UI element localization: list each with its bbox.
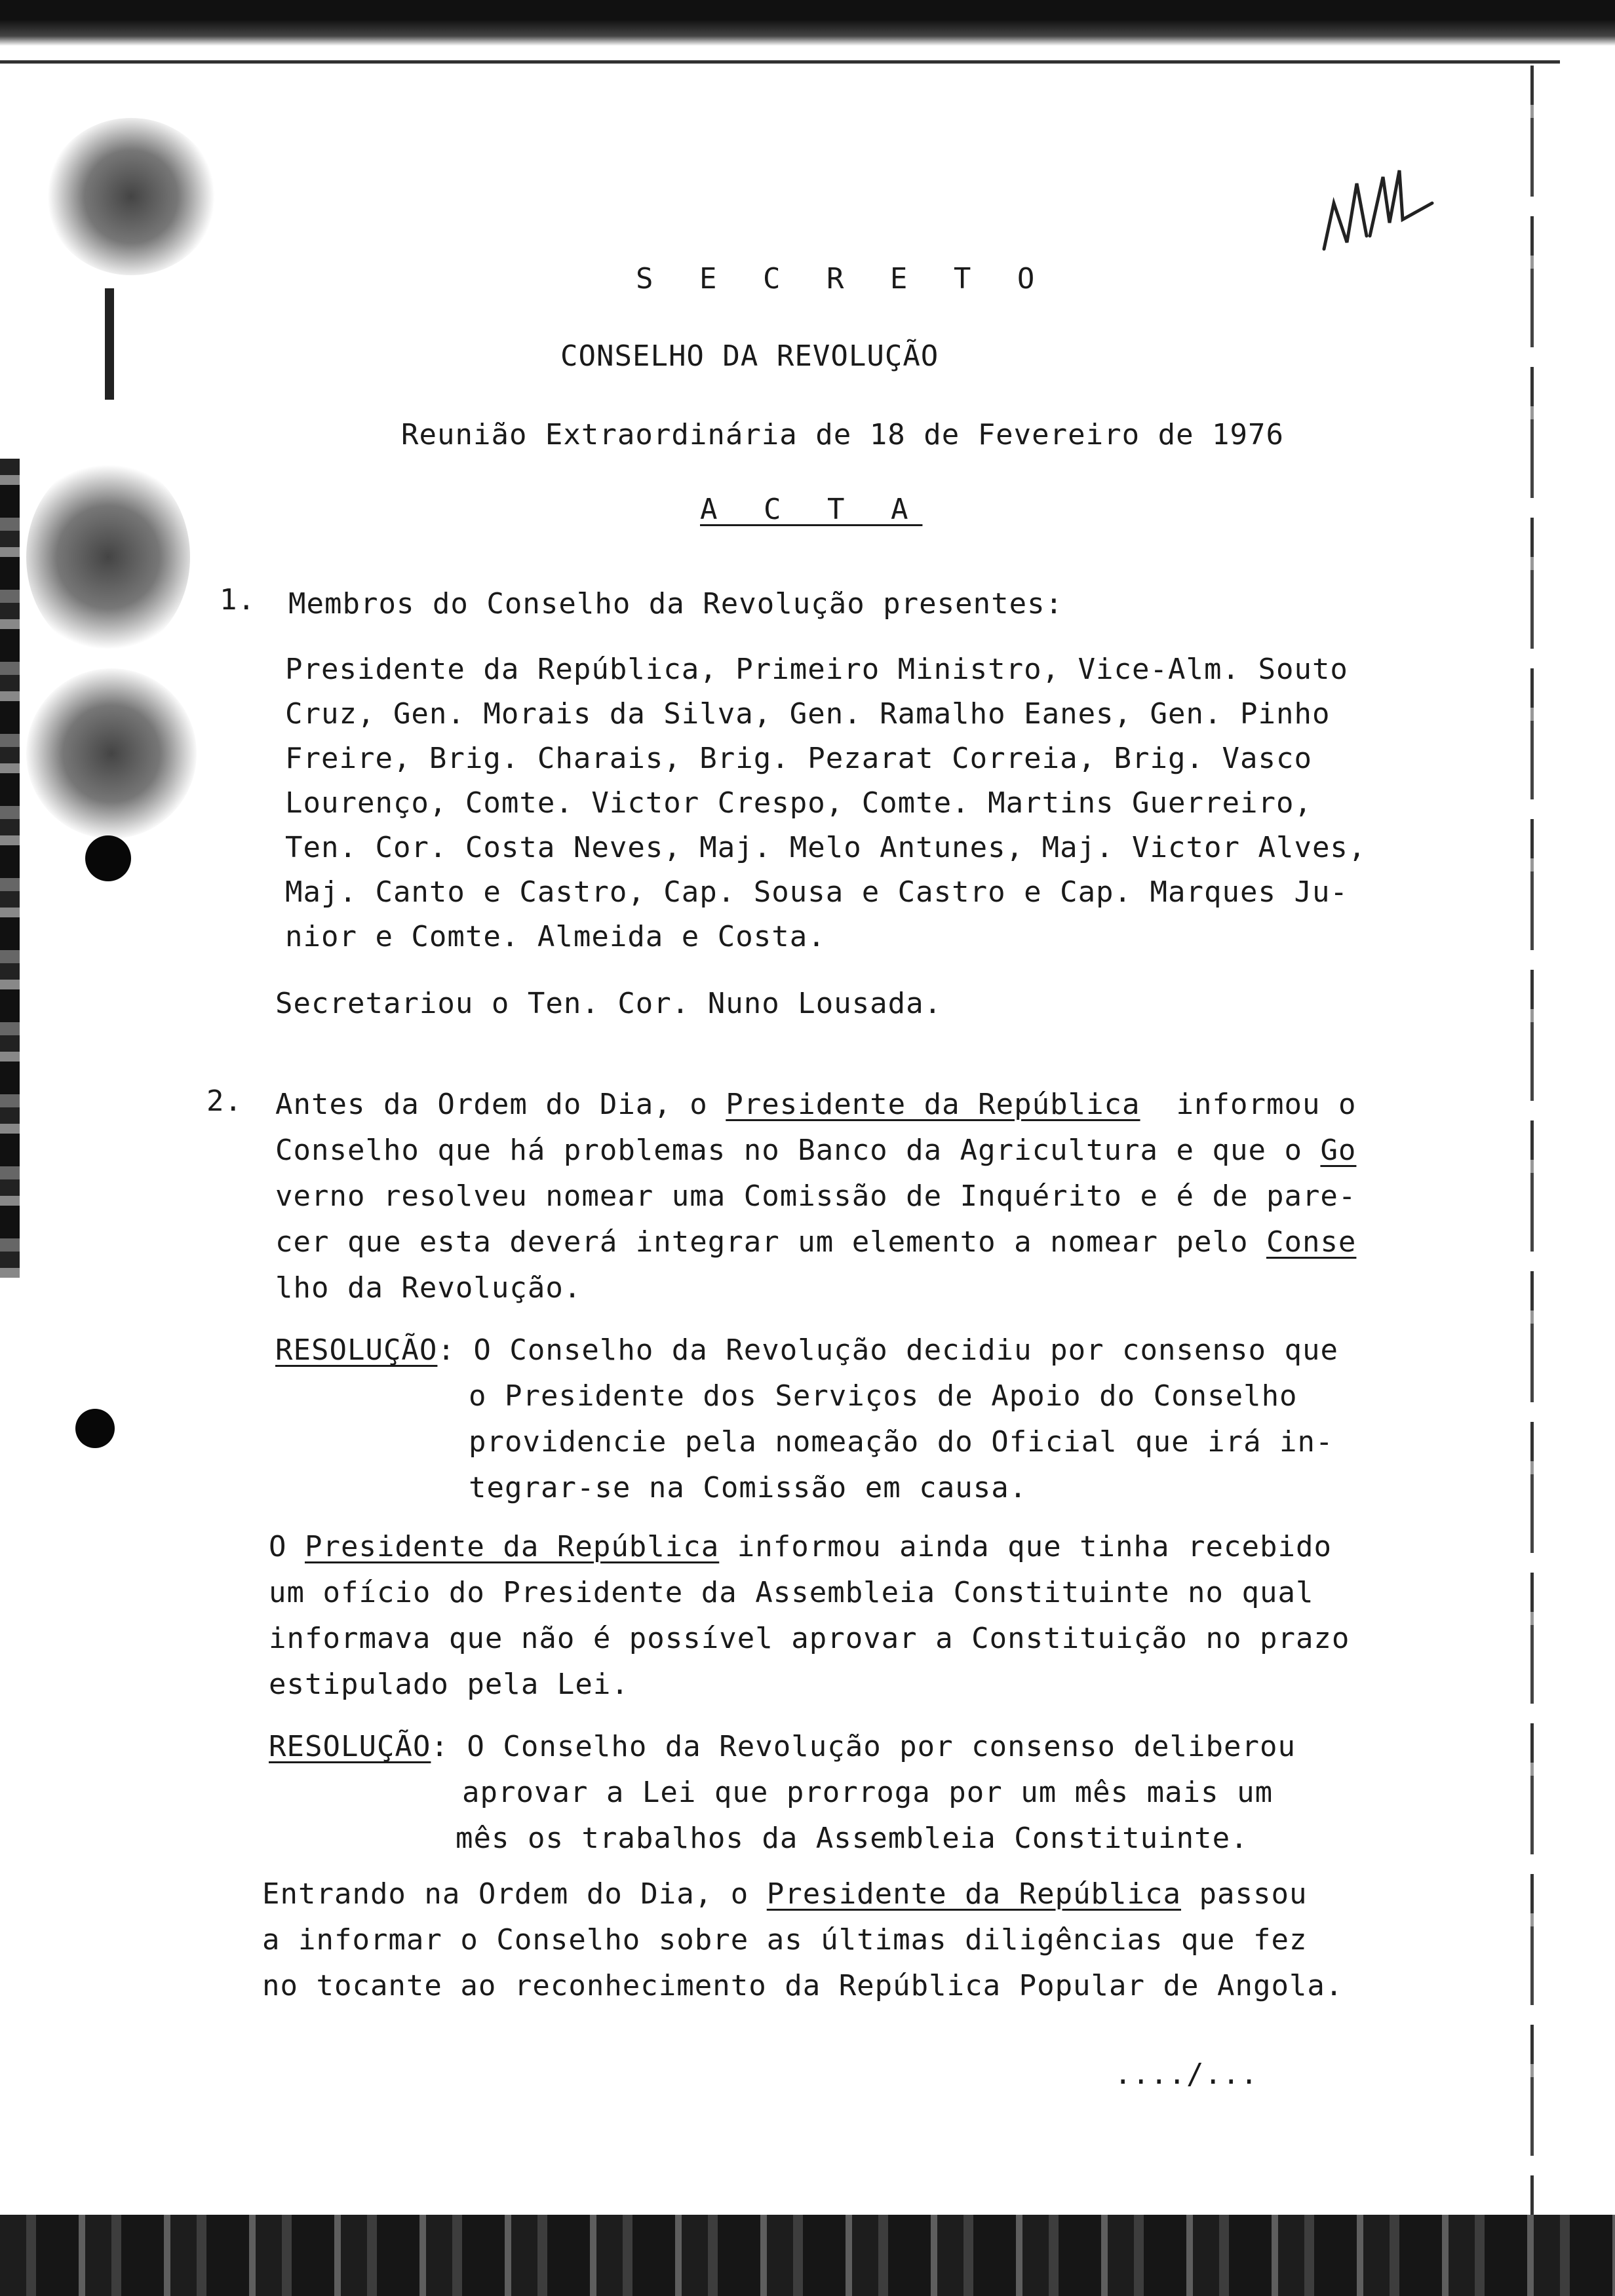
paragraph-line: cer que esta deverá integrar um elemento a nomear pelo Conse: [275, 1225, 1357, 1259]
resolution-label: RESOLUÇÃO: [269, 1730, 431, 1763]
resolution-line: aprovar a Lei que prorroga por um mês mais um: [462, 1776, 1274, 1809]
resolution-line: providencie pela nomeação do Oficial que irá in-: [469, 1425, 1334, 1459]
paragraph-line: um ofício do Presidente da Assembleia Constituinte no qual: [269, 1576, 1314, 1609]
section-1-heading: Membros do Conselho da Revolução presentes:: [288, 587, 1064, 621]
paragraph-line: a informar o Conselho sobre as últimas diligências que fez: [262, 1923, 1308, 1957]
document-type: A C T A: [700, 493, 923, 526]
section-1-number: 1.: [220, 583, 256, 617]
paragraph-line: no tocante ao reconhecimento da República Popular de Angola.: [262, 1969, 1344, 2002]
members-line: Cruz, Gen. Morais da Silva, Gen. Ramalho Eanes, Gen. Pinho: [285, 697, 1331, 731]
paragraph-line: verno resolveu nomear uma Comissão de Inquérito e é de pare-: [275, 1179, 1357, 1213]
section-2-number: 2.: [206, 1084, 243, 1118]
resolution-2: RESOLUÇÃO: O Conselho da Revolução por consenso deliberou: [269, 1730, 1296, 1763]
secretary-line: Secretariou o Ten. Cor. Nuno Lousada.: [275, 987, 943, 1020]
scan-smudge: [26, 668, 197, 839]
members-line: nior e Comte. Almeida e Costa.: [285, 920, 826, 953]
underlined-term: Presidente da República: [304, 1530, 720, 1563]
scan-edge-right: [1530, 66, 1534, 2215]
handwritten-initials: [1311, 157, 1442, 262]
paragraph-line: Entrando na Ordem do Dia, o Presidente da República passou: [262, 1877, 1308, 1911]
members-line: Maj. Canto e Castro, Cap. Sousa e Castro e Cap. Marques Ju-: [285, 875, 1348, 909]
paragraph-line: Conselho que há problemas no Banco da Agricultura e que o Go: [275, 1134, 1357, 1167]
members-line: Lourenço, Comte. Victor Crespo, Comte. Martins Guerreiro,: [285, 786, 1312, 820]
margin-mark: [105, 288, 114, 400]
members-line: Freire, Brig. Charais, Brig. Pezarat Correia, Brig. Vasco: [285, 742, 1312, 775]
paragraph-line: informava que não é possível aprovar a Constituição no prazo: [269, 1622, 1350, 1655]
paragraph-line: O Presidente da República informou ainda que tinha recebido: [269, 1530, 1332, 1563]
scan-rule-top: [0, 60, 1560, 64]
resolution-label: RESOLUÇÃO: [275, 1333, 438, 1367]
continuation-mark: ..../...: [1114, 2057, 1258, 2091]
scan-edge-top: [0, 0, 1615, 46]
resolution-1: RESOLUÇÃO: O Conselho da Revolução decidiu por consenso que: [275, 1333, 1338, 1367]
paragraph-line: estipulado pela Lei.: [269, 1668, 629, 1701]
underlined-term: Presidente da República: [726, 1088, 1140, 1121]
meeting-title: Reunião Extraordinária de 18 de Fevereiro de 1976: [401, 418, 1285, 451]
resolution-line: mês os trabalhos da Assembleia Constituinte.: [456, 1822, 1249, 1855]
scan-smudge: [26, 459, 190, 655]
scan-smudge: [46, 118, 216, 275]
paragraph-line: lho da Revolução.: [275, 1271, 582, 1305]
classification-label: S E C R E T O: [636, 262, 1049, 296]
punch-hole: [85, 835, 131, 881]
scan-edge-left: [0, 459, 20, 1278]
members-line: Ten. Cor. Costa Neves, Maj. Melo Antunes, Maj. Victor Alves,: [285, 831, 1367, 864]
members-line: Presidente da República, Primeiro Ministro, Vice-Alm. Souto: [285, 653, 1348, 686]
resolution-line: tegrar-se na Comissão em causa.: [469, 1471, 1028, 1504]
paragraph-line: Antes da Ordem do Dia, o Presidente da República informou o: [275, 1088, 1357, 1121]
punch-hole: [75, 1409, 115, 1448]
underlined-term: Presidente da República: [766, 1877, 1182, 1911]
scan-edge-bottom: [0, 2215, 1615, 2296]
resolution-line: o Presidente dos Serviços de Apoio do Conselho: [469, 1379, 1298, 1413]
organization-title: CONSELHO DA REVOLUÇÃO: [560, 339, 939, 373]
